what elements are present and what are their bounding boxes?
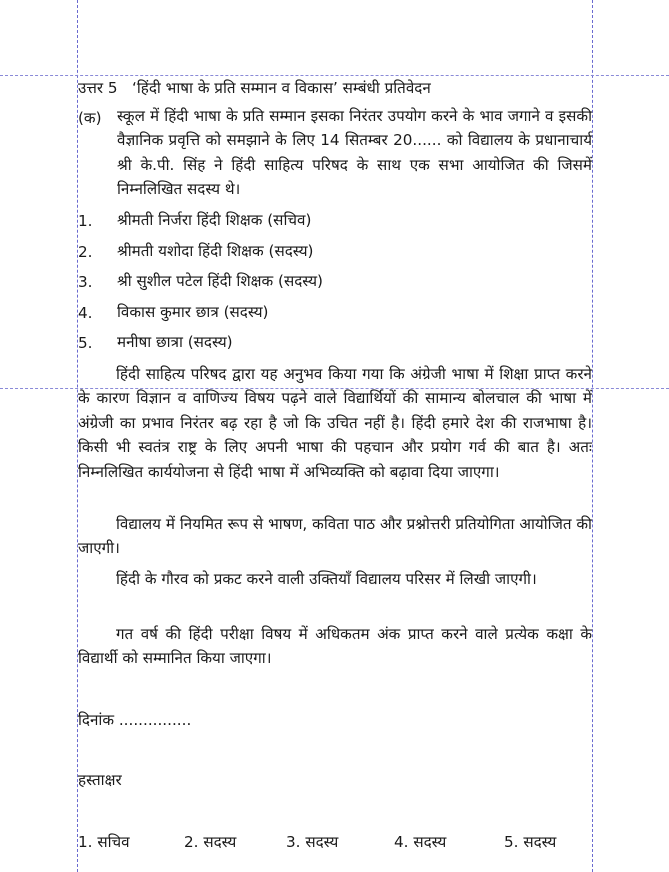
signature-label: हस्ताक्षर — [78, 771, 122, 789]
margin-guide-right — [592, 0, 593, 872]
observation-paragraph: हिंदी साहित्य परिषद द्वारा यह अनुभव किया गया कि अंग्रेजी भाषा में शिक्षा प्राप्त करने के कारण विज्ञान व वाणिज्य विषय पढ़ने वाले विद्यार्थियों की सामान्य बोलचाल की भाषा में अंग्रेजी का प्रभाव निरंतर बढ़ रहा है जो कि उचित नहीं है। हिंदी हमारे देश की राजभाषा है। किसी भी स्वतंत्र राष्ट्र के लिए अपनी भाषा की पहचान और प्रयोग गर्व की बात है। अतः निम्नलिखित कार्ययोजना से हिंदी भाषा में अभिव्यक्ति को बढ़ावा दिया जाएगा। — [78, 365, 592, 481]
margin-guide-top — [0, 75, 669, 76]
report-heading — [78, 78, 431, 98]
list-item-text: श्री सुशील पटेल हिंदी शिक्षक (सदस्य) — [117, 272, 323, 290]
answer-number: उत्तर 5 — [78, 79, 118, 97]
list-item-number: 4. — [78, 304, 93, 322]
action-paragraph-2: हिंदी के गौरव को प्रकट करने वाली उक्तियाँ विद्यालय परिसर में लिखी जाएगी। — [116, 570, 537, 588]
list-item-number: 2. — [78, 243, 93, 261]
signer-member-2: 2. सदस्य — [184, 833, 237, 851]
signer-member-4: 4. सदस्य — [394, 833, 447, 851]
list-item-text: श्रीमती यशोदा हिंदी शिक्षक (सदस्य) — [117, 242, 314, 260]
list-item-number: 5. — [78, 334, 93, 352]
signer-member-3: 3. सदस्य — [286, 833, 339, 851]
list-item-number: 1. — [78, 212, 93, 230]
list-item-number: 3. — [78, 273, 93, 291]
signer-member-5: 5. सदस्य — [504, 833, 557, 851]
report-title: ‘हिंदी भाषा के प्रति सम्मान व विकास’ सम्बंधी प्रतिवेदन — [132, 79, 431, 97]
signer-secretary: 1. सचिव — [78, 833, 130, 851]
date-line: दिनांक ............... — [78, 711, 192, 729]
section-k-text: स्कूल में हिंदी भाषा के प्रति सम्मान इसका निरंतर उपयोग करने के भाव जगाने व इसकी वैज्ञानिक प्रवृत्ति को समझाने के लिए 14 सितम्बर 20...... को विद्यालय के प्रधानाचार्य श्री के.पी. सिंह ने हिंदी साहित्य परिषद के साथ एक सभा आयोजित की जिसमें निम्नलिखित सदस्य थे। — [117, 107, 592, 199]
list-item-text: विकास कुमार छात्र (सदस्य) — [117, 303, 269, 321]
list-item-text: मनीषा छात्रा (सदस्य) — [117, 333, 233, 351]
section-marker: (क) — [78, 109, 102, 127]
action-paragraph-3: गत वर्ष की हिंदी परीक्षा विषय में अधिकतम अंक प्राप्त करने वाले प्रत्येक कक्षा के विद्यार्थी को सम्मानित किया जाएगा। — [78, 625, 592, 668]
list-item-text: श्रीमती निर्जरा हिंदी शिक्षक (सचिव) — [117, 211, 312, 229]
action-paragraph-1: विद्यालय में नियमित रूप से भाषण, कविता पाठ और प्रश्नोत्तरी प्रतियोगिता आयोजित की जाएगी। — [78, 515, 592, 558]
